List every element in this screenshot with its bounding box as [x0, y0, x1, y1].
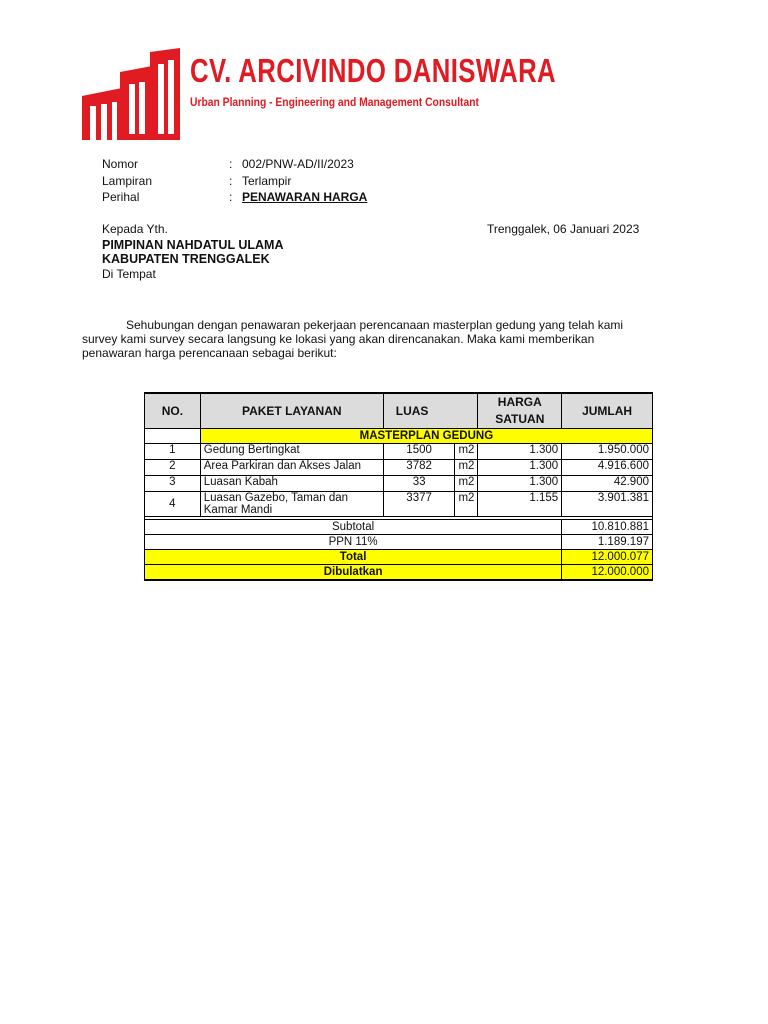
section-title: MASTERPLAN GEDUNG [200, 429, 652, 444]
cell-no: 2 [145, 460, 201, 476]
ppn-value: 1.189.197 [562, 535, 653, 550]
header-harga-line-1: HARGA [497, 395, 542, 409]
cell-no: 3 [145, 476, 201, 492]
section-row [145, 429, 653, 444]
subtotal-label: Subtotal [145, 520, 562, 535]
rounded-value: 12.000.000 [562, 565, 653, 581]
meta-value-perihal: PENAWARAN HARGA [242, 190, 368, 204]
place-date: Trenggalek, 06 Januari 2023 [487, 222, 640, 236]
rounded-label: Dibulatkan [145, 565, 562, 581]
cell-luas: 33 [383, 476, 455, 492]
meta-value-nomor: 002/PNW-AD/II/2023 [242, 157, 354, 171]
cell-paket: Area Parkiran dan Akses Jalan [200, 460, 383, 476]
header-harga-line-2: SATUAN [495, 412, 545, 426]
company-tagline: Urban Planning - Engineering and Management Consultant [190, 95, 479, 109]
rounded-row [145, 565, 653, 581]
cell-unit: m2 [455, 492, 478, 517]
cell-jumlah: 3.901.381 [562, 492, 653, 517]
meta-value-lampiran: Terlampir [242, 174, 292, 188]
greeting: Kepada Yth. [102, 222, 168, 236]
letter-body-text: Sehubungan dengan penawaran pekerjaan perencanaan masterplan gedung yang telah kami survey kami survey secara langsung ke lokasi yang akan direncanakan. Maka kami memberikan penawaran harga perencanaan sebagai berikut: [82, 318, 624, 360]
cell-no: 4 [145, 492, 201, 517]
cell-harga: 1.300 [478, 476, 562, 492]
cell-paket: Gedung Bertingkat [200, 444, 383, 460]
cell-harga: 1.300 [478, 444, 562, 460]
cell-unit: m2 [455, 460, 478, 476]
meta-colon: : [229, 190, 233, 204]
company-name: CV. ARCIVINDO DANISWARA [190, 52, 557, 89]
recipient-line-2: KABUPATEN TRENGGALEK [102, 252, 270, 266]
ppn-label: PPN 11% [145, 535, 562, 550]
cell-paket: Luasan Kabah [200, 476, 383, 492]
header-paket: PAKET LAYANAN [200, 393, 383, 429]
header-jumlah: JUMLAH [562, 393, 653, 429]
cell-luas: 3377 [383, 492, 455, 517]
meta-label-nomor: Nomor [102, 157, 139, 171]
table-row [145, 444, 653, 460]
subtotal-row [145, 520, 653, 535]
cell-no: 1 [145, 444, 201, 460]
meta-label-perihal: Perihal [102, 190, 140, 204]
letter-body [82, 318, 642, 360]
price-offer-table [144, 392, 653, 581]
total-value: 12.000.077 [562, 550, 653, 565]
cell-jumlah: 42.900 [562, 476, 653, 492]
meta-colon: : [229, 157, 233, 171]
table-header-row [145, 393, 653, 429]
recipient-line-1: PIMPINAN NAHDATUL ULAMA [102, 238, 284, 252]
cell-unit: m2 [455, 476, 478, 492]
meta-label-lampiran: Lampiran [102, 174, 153, 188]
cell-jumlah: 1.950.000 [562, 444, 653, 460]
header-no: NO. [145, 393, 201, 429]
cell-paket: Luasan Gazebo, Taman dan Kamar Mandi [200, 492, 383, 517]
table-row [145, 476, 653, 492]
table-row [145, 492, 653, 517]
header-harga [478, 393, 562, 429]
header-luas: LUAS [383, 393, 478, 429]
cell-harga: 1.300 [478, 460, 562, 476]
cell-harga: 1.155 [478, 492, 562, 517]
table-row [145, 460, 653, 476]
cell-jumlah: 4.916.600 [562, 460, 653, 476]
cell-luas: 3782 [383, 460, 455, 476]
total-row [145, 550, 653, 565]
cell-luas: 1500 [383, 444, 455, 460]
ppn-row [145, 535, 653, 550]
subtotal-value: 10.810.881 [562, 520, 653, 535]
total-label: Total [145, 550, 562, 565]
company-logo [80, 48, 184, 142]
cell-unit: m2 [455, 444, 478, 460]
meta-colon: : [229, 174, 233, 188]
recipient-line-3: Di Tempat [102, 267, 156, 281]
